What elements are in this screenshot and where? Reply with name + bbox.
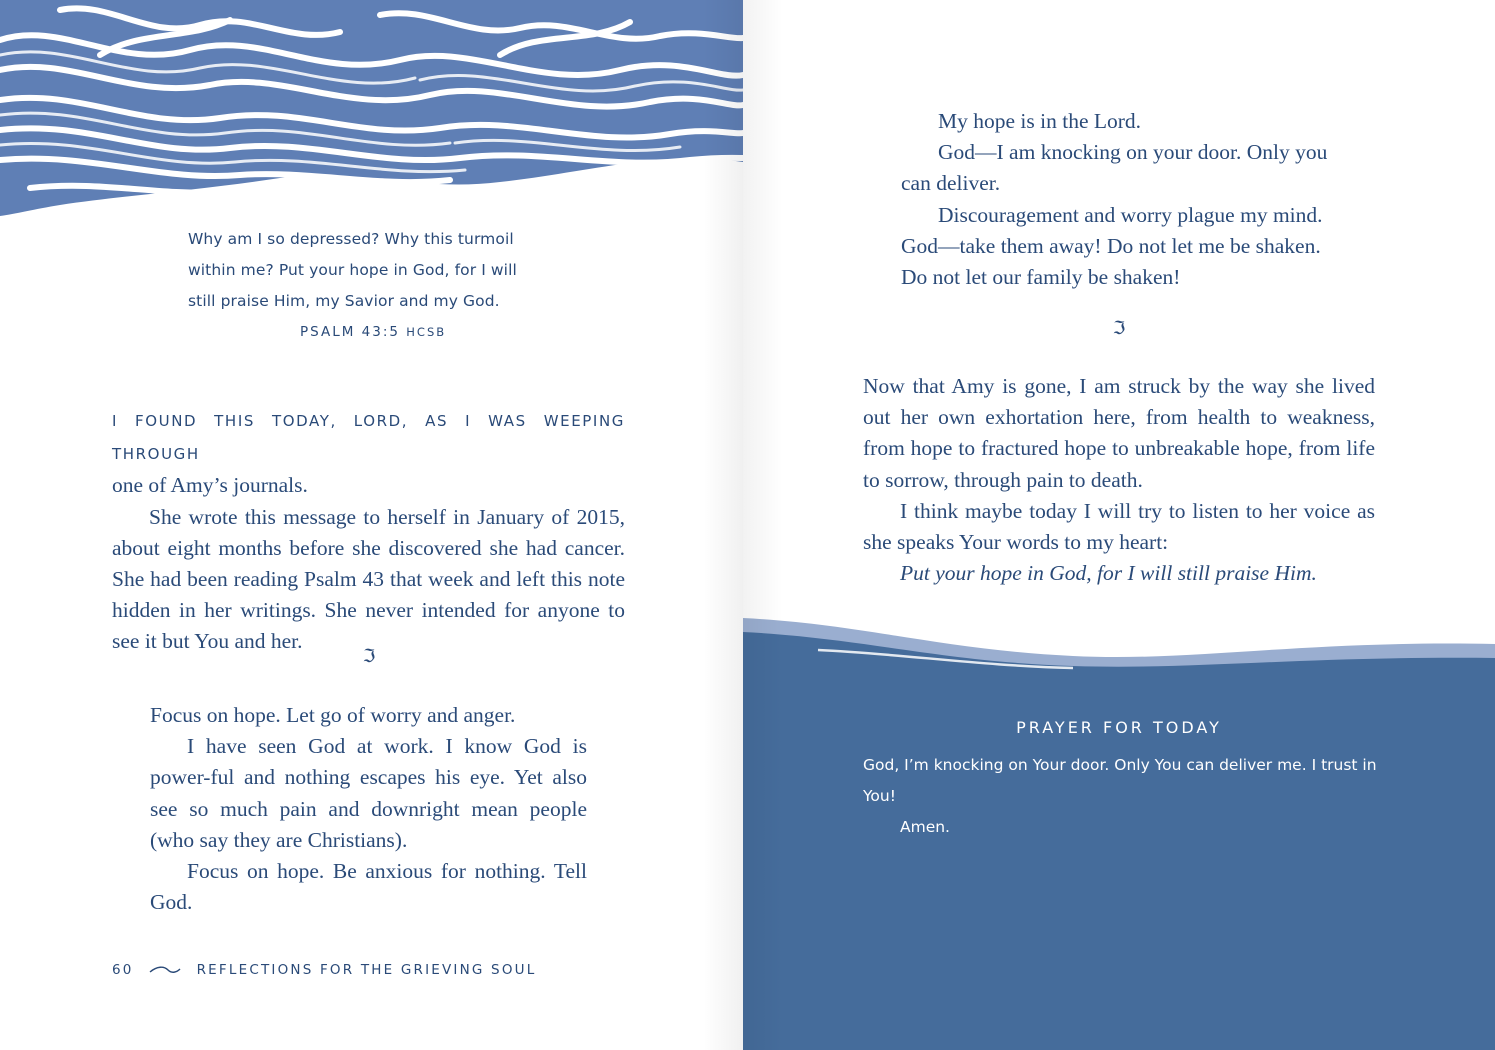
- page-number: 60: [112, 962, 134, 978]
- prayer-text: [863, 750, 1383, 843]
- prayer-heading: PRAYER FOR TODAY: [1016, 718, 1222, 737]
- poem-line: God—I am knocking on your door. Only you can deliver.: [901, 140, 1328, 196]
- epigraph: [188, 224, 588, 317]
- body-paragraph: Now that Amy is gone, I am struck by the way she lived out her own exhortation here, from health to weakness, from hope to fractured hope to unbreakable hope, from life to sorrow, through pain to death.: [863, 374, 1375, 492]
- journal-paragraph: Focus on hope. Be anxious for nothing. Tell God.: [150, 859, 587, 915]
- lead-in: I FOUND THIS TODAY, LORD, AS I WAS WEEPING THROUGH: [112, 412, 625, 464]
- journal-excerpt: [150, 700, 587, 918]
- left-body-text: [112, 404, 625, 658]
- right-body-text: [863, 371, 1375, 589]
- epigraph-line: still praise Him, my Savior and my God.: [188, 292, 500, 310]
- epigraph-reference-text: PSALM 43:5: [300, 324, 400, 340]
- poem-block: [901, 106, 1338, 293]
- epigraph-reference: [300, 324, 446, 340]
- poem-line: My hope is in the Lord.: [938, 109, 1142, 133]
- body-paragraph: I think maybe today I will try to listen to her voice as she speaks Your words to my heart:: [863, 498, 1375, 555]
- prayer-paragraph: God, I’m knocking on Your door. Only You can deliver me. I trust in You!: [863, 756, 1377, 805]
- journal-paragraph: I have seen God at work. I know God is power-ful and nothing escapes his eye. Yet also see so much pain and downright mean people (who say they are Christians).: [150, 734, 587, 852]
- poem-line: Do not let our family be shaken!: [901, 265, 1181, 290]
- poem-line: God—take them away! Do not let me be shaken.: [901, 233, 1321, 258]
- scripture-italic-line: Put your hope in God, for I will still praise Him.: [900, 561, 1317, 586]
- tilde-swash-icon: [148, 964, 182, 976]
- wave-illustration: [0, 0, 743, 225]
- right-page: [743, 0, 1495, 1050]
- opening-rest: one of Amy’s journals.: [112, 473, 308, 498]
- opening-paragraph: [112, 404, 625, 502]
- ornament-divider: ℑ: [362, 646, 376, 666]
- book-title: REFLECTIONS FOR THE GRIEVING SOUL: [196, 962, 537, 978]
- epigraph-translation: HCSB: [406, 325, 447, 339]
- prayer-panel: [743, 600, 1495, 1050]
- running-footer: [112, 962, 536, 978]
- journal-line: Focus on hope. Let go of worry and anger.: [150, 703, 516, 727]
- epigraph-line: Why am I so depressed? Why this turmoil: [188, 230, 514, 248]
- body-paragraph: She wrote this message to herself in January of 2015, about eight months before she discovered she had cancer. She had been reading Psalm 43 that week and left this note hidden in her writings. She never intended for anyone to see it but You and her.: [112, 504, 625, 654]
- epigraph-line: within me? Put your hope in God, for I will: [188, 261, 517, 279]
- prayer-amen: Amen.: [900, 818, 950, 836]
- left-page: [0, 0, 743, 1050]
- ornament-divider: ℑ: [1112, 318, 1126, 338]
- poem-line: Discouragement and worry plague my mind.: [938, 202, 1323, 227]
